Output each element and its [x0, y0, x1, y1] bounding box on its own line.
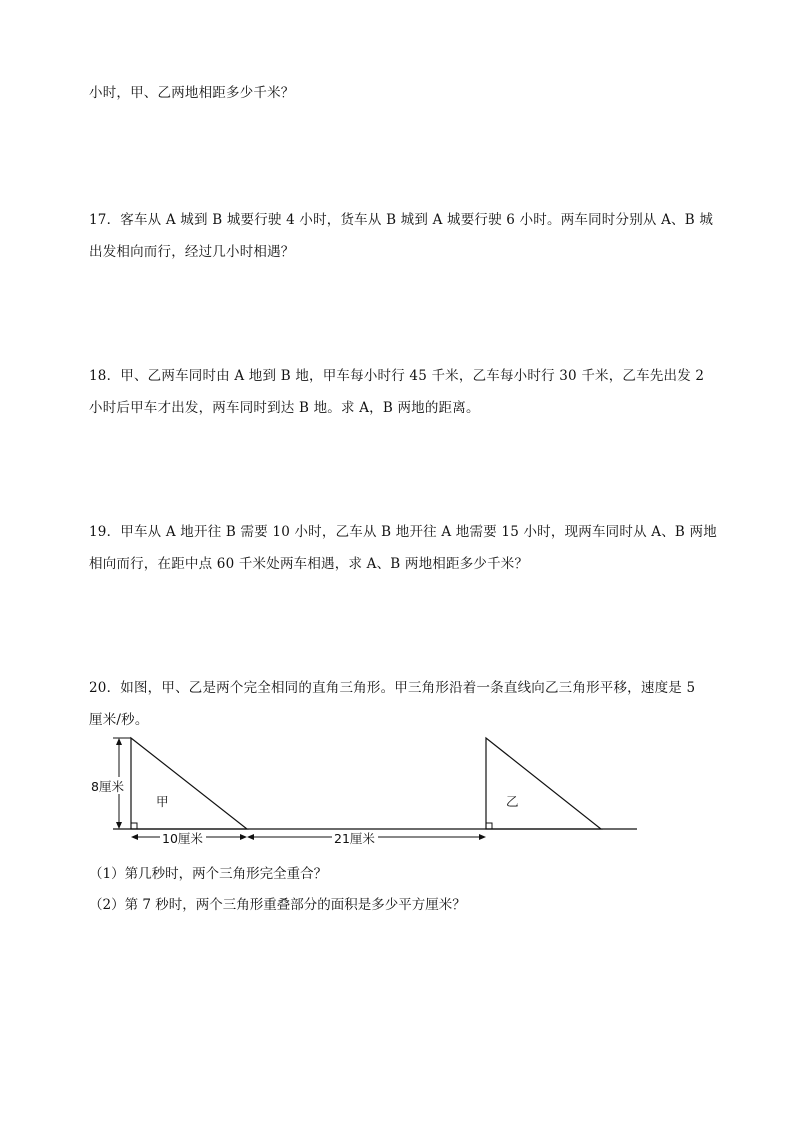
- height-label: 8厘米: [91, 779, 124, 794]
- triangle-yi: [486, 738, 601, 829]
- base-label: 10厘米: [162, 831, 203, 846]
- gap-arrow-left: [247, 834, 254, 840]
- q18-line-1: 18．甲、乙两车同时由 A 地到 B 地，甲车每小时行 45 千米，乙车每小时行 30 千米，乙车先出发 2: [89, 368, 705, 384]
- q20-line-1: 20．如图，甲、乙是两个完全相同的直角三角形。甲三角形沿着一条直线向乙三角形平移，速度是 5: [89, 680, 696, 696]
- base-arrow-left: [131, 834, 138, 840]
- gap-arrow-right: [479, 834, 486, 840]
- q19-line-2: 相向而行，在距中点 60 千米处两车相遇，求 A、B 两地相距多少千米？: [89, 556, 529, 572]
- q17-line-2: 出发相向而行，经过几小时相遇？: [89, 244, 295, 260]
- q19-line-1: 19．甲车从 A 地开往 B 需要 10 小时，乙车从 B 地开往 A 地需要 15 小时，现两车同时从 A、B 两地: [89, 524, 717, 540]
- q16-line-2: 小时，甲、乙两地相距多少千米？: [89, 85, 295, 101]
- triangle-jia: [131, 738, 247, 829]
- right-angle-marker-jia: [131, 823, 137, 829]
- triangle-jia-label: 甲: [156, 794, 169, 809]
- right-angle-marker-yi: [486, 823, 492, 829]
- gap-label: 21厘米: [334, 831, 375, 846]
- triangle-yi-label: 乙: [506, 794, 519, 809]
- q20-subquestion-2: （2）第 7 秒时，两个三角形重叠部分的面积是多少平方厘米？: [89, 897, 466, 913]
- q20-line-2: 厘米/秒。: [89, 712, 149, 728]
- q18-line-2: 小时后甲车才出发，两车同时到达 B 地。求 A，B 两地的距离。: [89, 400, 480, 416]
- q17-line-1: 17．客车从 A 城到 B 城要行驶 4 小时，货车从 B 城到 A 城要行驶 6 小时。两车同时分别从 A、B 城: [89, 212, 714, 228]
- q20-subquestion-1: （1）第几秒时，两个三角形完全重合？: [89, 866, 328, 882]
- height-arrow-down: [116, 822, 122, 829]
- base-arrow-right: [240, 834, 247, 840]
- height-arrow-up: [116, 738, 122, 745]
